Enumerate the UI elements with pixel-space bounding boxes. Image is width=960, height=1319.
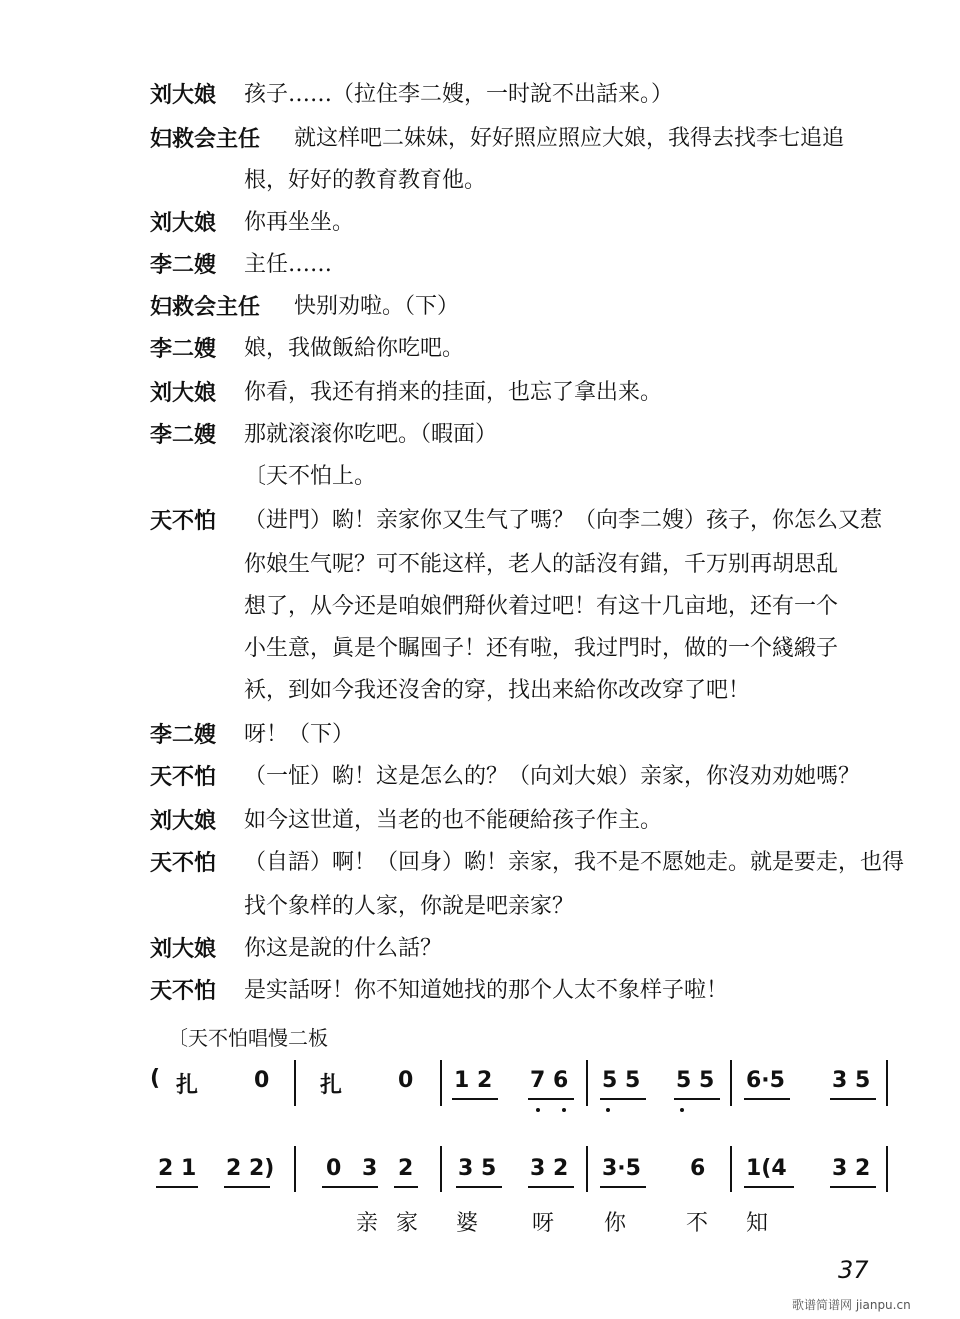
bar-line bbox=[440, 1146, 442, 1192]
score-note: 6 bbox=[690, 1156, 706, 1181]
dialogue-text: 找个象样的人家，你說是吧亲家？ bbox=[244, 894, 575, 919]
lyric-char: 家 bbox=[396, 1211, 419, 1236]
dialogue-text: 那就滚滚你吃吧。（暇面） bbox=[244, 422, 498, 447]
bar-line bbox=[730, 1060, 732, 1106]
beam bbox=[528, 1098, 574, 1100]
lyric-char: 你 bbox=[604, 1211, 627, 1236]
score-note: 0 bbox=[326, 1156, 342, 1181]
score-note: 2 bbox=[398, 1156, 414, 1181]
beam bbox=[744, 1186, 794, 1188]
dialogue-text: （进門）喲！亲家你又生气了嗎？（向李二嫂）孩子，你怎么又惹 bbox=[244, 508, 883, 533]
speaker-name: 李二嫂 bbox=[150, 422, 217, 448]
score-note: 3 5 bbox=[458, 1156, 497, 1181]
beam bbox=[322, 1186, 378, 1188]
speaker-name: 天不怕 bbox=[150, 978, 217, 1004]
lyric-char: 知 bbox=[746, 1211, 769, 1236]
score-note: 0 bbox=[398, 1068, 414, 1093]
dialogue-text: 是实話呀！你不知道她找的那个人太不象样子啦！ bbox=[244, 978, 729, 1003]
dialogue-text: 主任…… bbox=[244, 252, 333, 277]
beam bbox=[600, 1098, 646, 1100]
dialogue-text: 你看，我还有捎来的挂面，也忘了拿出来。 bbox=[244, 380, 663, 405]
watermark: 歌谱简谱网 jianpu.cn bbox=[792, 1298, 911, 1312]
dialogue-text: 你这是說的什么話？ bbox=[244, 936, 443, 961]
dialogue-text: 袄，到如今我还沒舍的穿，找出来給你改改穿了吧！ bbox=[244, 678, 751, 703]
bar-line bbox=[886, 1146, 888, 1192]
score-paren: ( bbox=[150, 1066, 161, 1091]
score-note: 1(4 bbox=[746, 1156, 787, 1181]
low-dot bbox=[536, 1108, 540, 1112]
score-note: 0 bbox=[254, 1068, 270, 1093]
score-note: 6·5 bbox=[746, 1068, 785, 1093]
beam bbox=[830, 1186, 876, 1188]
dialogue-text: 呀！（下） bbox=[244, 722, 355, 747]
dialogue-text: 根，好好的教育教育他。 bbox=[244, 168, 487, 193]
score-note: 3 2 bbox=[530, 1156, 569, 1181]
speaker-name: 妇救会主任 bbox=[150, 294, 261, 320]
speaker-name: 天不怕 bbox=[150, 508, 217, 534]
bar-line bbox=[294, 1060, 296, 1106]
speaker-name: 妇救会主任 bbox=[150, 126, 261, 152]
beam bbox=[452, 1098, 498, 1100]
score-note: 2 2) bbox=[226, 1156, 275, 1181]
score-note: 3 2 bbox=[832, 1156, 871, 1181]
score-note: 扎 bbox=[320, 1073, 343, 1098]
score-note: 扎 bbox=[176, 1073, 199, 1098]
low-dot bbox=[562, 1108, 566, 1112]
speaker-name: 天不怕 bbox=[150, 850, 217, 876]
lyric-char: 呀 bbox=[532, 1211, 555, 1236]
stage-direction: 〔天不怕上。 bbox=[244, 464, 377, 489]
score-note: 3 bbox=[362, 1156, 378, 1181]
score-note: 5 5 bbox=[676, 1068, 715, 1093]
dialogue-text: 快别劝啦。（下） bbox=[294, 294, 460, 319]
beam bbox=[394, 1186, 418, 1188]
score-note: 2 1 bbox=[158, 1156, 197, 1181]
beam bbox=[156, 1186, 198, 1188]
lyric-char: 不 bbox=[686, 1211, 709, 1236]
beam bbox=[830, 1098, 876, 1100]
music-cue: 〔天不怕唱慢二板 bbox=[168, 1026, 328, 1050]
score-note: 3 5 bbox=[832, 1068, 871, 1093]
dialogue-text: （一怔）喲！这是怎么的？（向刘大娘）亲家，你沒劝劝她嗎？ bbox=[244, 764, 861, 789]
dialogue-text: 孩子……（拉住李二嫂，一时說不出話来。） bbox=[244, 82, 674, 107]
speaker-name: 李二嫂 bbox=[150, 252, 217, 278]
beam bbox=[456, 1186, 502, 1188]
dialogue-text: 想了，从今还是咱娘們搿伙着过吧！有这十几亩地，还有一个 bbox=[244, 594, 839, 619]
dialogue-text: （自語）啊！（回身）喲！亲家，我不是不愿她走。就是要走，也得 bbox=[244, 850, 905, 875]
dialogue-text: 如今这世道，当老的也不能硬給孩子作主。 bbox=[244, 808, 663, 833]
score-note: 1 2 bbox=[454, 1068, 493, 1093]
speaker-name: 刘大娘 bbox=[150, 82, 217, 108]
speaker-name: 刘大娘 bbox=[150, 808, 217, 834]
speaker-name: 天不怕 bbox=[150, 764, 217, 790]
dialogue-text: 就这样吧二妹妹，好好照应照应大娘，我得去找李七追追 bbox=[294, 126, 845, 151]
lyric-char: 亲 bbox=[356, 1211, 379, 1236]
score-note: 5 5 bbox=[602, 1068, 641, 1093]
beam bbox=[744, 1098, 790, 1100]
speaker-name: 李二嫂 bbox=[150, 722, 217, 748]
speaker-name: 刘大娘 bbox=[150, 380, 217, 406]
dialogue-text: 小生意，眞是个瞩囤子！还有啦，我过門时，做的一个綫緞子 bbox=[244, 636, 839, 661]
low-dot bbox=[680, 1108, 684, 1112]
beam bbox=[674, 1098, 720, 1100]
speaker-name: 刘大娘 bbox=[150, 936, 217, 962]
bar-line bbox=[886, 1060, 888, 1106]
lyric-char: 婆 bbox=[456, 1211, 479, 1236]
bar-line bbox=[730, 1146, 732, 1192]
bar-line bbox=[294, 1146, 296, 1192]
beam bbox=[224, 1186, 270, 1188]
score-note: 3·5 bbox=[602, 1156, 641, 1181]
beam bbox=[600, 1186, 646, 1188]
beam bbox=[528, 1186, 574, 1188]
bar-line bbox=[440, 1060, 442, 1106]
page-number: 37 bbox=[838, 1256, 869, 1284]
dialogue-text: 你再坐坐。 bbox=[244, 210, 355, 235]
dialogue-text: 娘，我做飯給你吃吧。 bbox=[244, 336, 465, 361]
low-dot bbox=[606, 1108, 610, 1112]
speaker-name: 刘大娘 bbox=[150, 210, 217, 236]
bar-line bbox=[586, 1146, 588, 1192]
score-note: 7 6 bbox=[530, 1068, 569, 1093]
bar-line bbox=[586, 1060, 588, 1106]
dialogue-text: 你娘生气呢？可不能这样，老人的話沒有錯，千万别再胡思乱 bbox=[244, 552, 839, 577]
speaker-name: 李二嫂 bbox=[150, 336, 217, 362]
